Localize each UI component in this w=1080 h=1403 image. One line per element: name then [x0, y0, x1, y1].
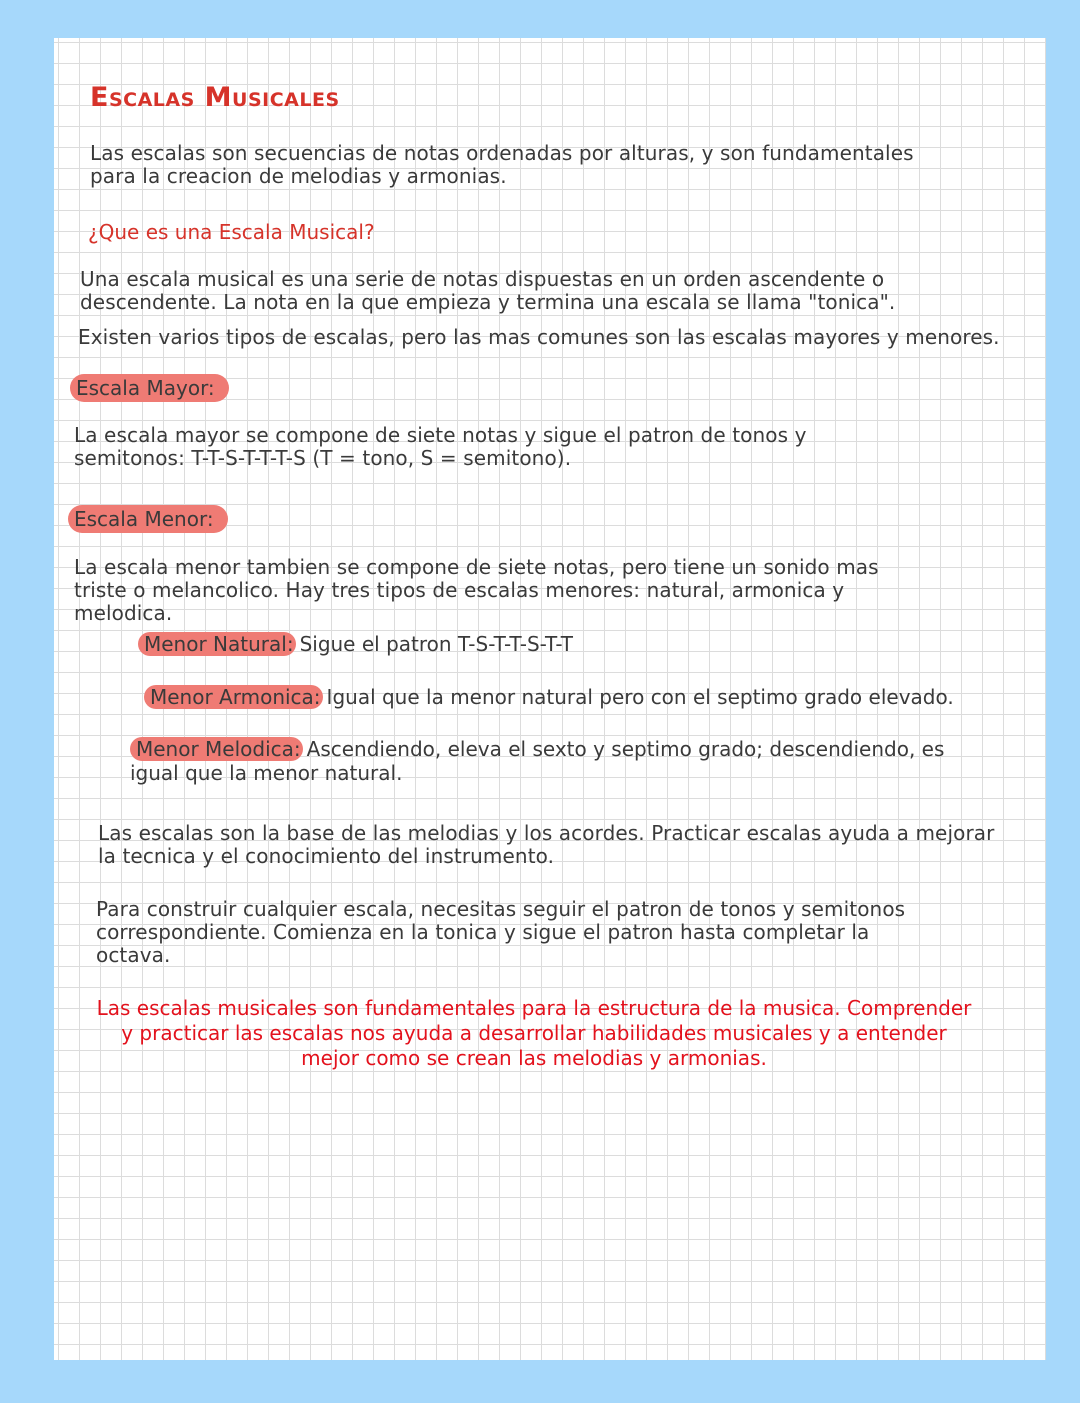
types-intro-paragraph: Existen varios tipos de escalas, pero las mas comunes son las escalas mayores y menores. [78, 325, 1000, 349]
minor-harmonic-text: Igual que la menor natural pero con el septimo grado elevado. [326, 685, 954, 709]
minor-melodic-item [130, 737, 990, 785]
definition-paragraph: Una escala musical es una serie de notas dispuestas en un orden ascendente o descendente. La nota en la que empieza y termina una escala se llama "tonica". [80, 267, 896, 314]
minor-scale-text: La escala menor tambien se compone de siete notas, pero tiene un sonido mas triste o melancolico. Hay tres tipos de escalas menores: natural, armonica y melodica. [74, 555, 879, 625]
minor-harmonic-label: Menor Armonica: [144, 685, 323, 709]
minor-melodic-text: Ascendiendo, eleva el sexto y septimo grado; descendiendo, es igual que la menor natural. [130, 737, 945, 785]
practice-paragraph: Las escalas son la base de las melodias y los acordes. Practicar escalas ayuda a mejorar la tecnica y el conocimiento del instrumento. [98, 821, 995, 868]
intro-paragraph: Las escalas son secuencias de notas ordenadas por alturas, y son fundamentales para la creacion de melodias y armonias. [90, 141, 914, 188]
major-scale-label: Escala Mayor: [70, 374, 229, 402]
minor-melodic-label: Menor Melodica: [130, 737, 303, 761]
major-scale-text: La escala mayor se compone de siete notas y sigue el patron de tonos y semitonos: T-T-S-T-T-T-S (T = tono, S = semitono). [74, 423, 807, 470]
notebook-page [54, 38, 1046, 1360]
minor-scale-label: Escala Menor: [68, 505, 228, 533]
minor-natural-text: Sigue el patron T-S-T-T-S-T-T [299, 632, 573, 656]
page-title: Escalas Musicales [90, 82, 340, 113]
conclusion-paragraph: Las escalas musicales son fundamentales para la estructura de la musica. Comprender y practicar las escalas nos ayuda a desarrollar habilidades musicales y a entender mejor como se crean las melodias y armonias. [96, 996, 972, 1070]
minor-natural-label: Menor Natural: [138, 632, 296, 656]
minor-harmonic-item [144, 685, 1004, 709]
construct-paragraph: Para construir cualquier escala, necesitas seguir el patron de tonos y semitonos correspondiente. Comienza en la tonica y sigue el patron hasta completar la octava. [96, 897, 906, 967]
minor-natural-item [138, 632, 998, 656]
question-heading: ¿Que es una Escala Musical? [88, 220, 375, 244]
